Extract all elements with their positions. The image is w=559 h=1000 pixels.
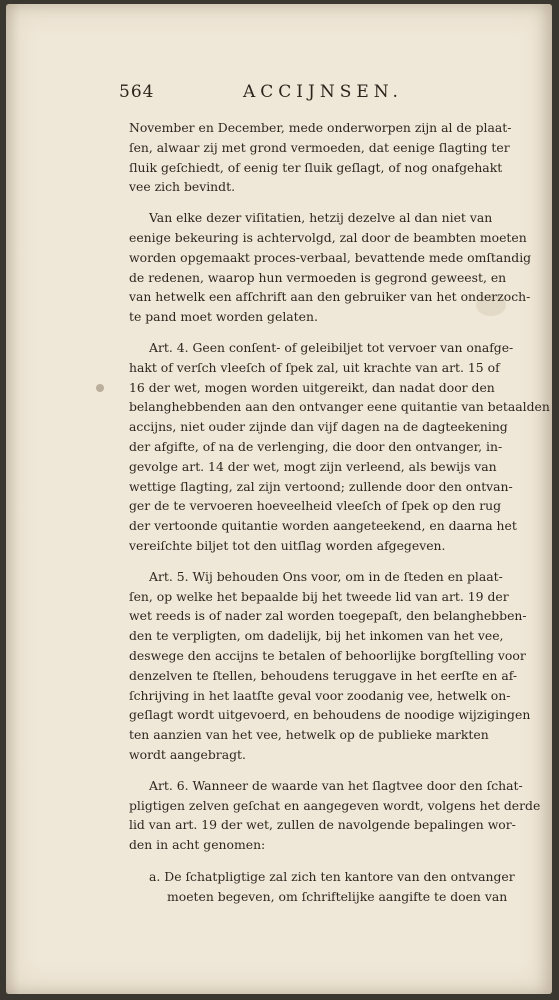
text-line: de redenen, waarop hun vermoeden is gegrond geweest, en [129, 269, 507, 285]
text-line: belanghebbenden aan den ontvanger eene quitantie van betaalden [129, 399, 550, 415]
running-title: ACCIJNSEN. [243, 82, 403, 102]
text-line: deswege den accijns te betalen of behoorlijke borgſtelling voor [129, 647, 526, 663]
text-line: wet reeds is of nader zal worden toegepaſt, den belanghebben- [129, 608, 527, 624]
text-line: van hetwelk een afſchrift aan den gebruiker van het onderzoch- [129, 289, 531, 305]
article-5 [129, 567, 531, 765]
text-line: der vertoonde quitantie worden aangeteekend, en daarna het [129, 518, 517, 534]
text-line: a. De ſchatpligtige zal zich ten kantore van den ontvanger [149, 868, 515, 884]
text-line: gevolge art. 14 der wet, mogt zijn verleend, als bewijs van [129, 458, 497, 474]
paragraph [129, 208, 532, 327]
text-line: pligtigen zelven geſchat en aangegeven wordt, volgens het derde [129, 797, 541, 813]
page-header [119, 82, 519, 108]
page-number: 564 [119, 82, 155, 102]
text-line: wordt aangebragt. [129, 746, 246, 762]
text-line: accijns, niet ouder zijnde dan vijf dagen na de dagteekening [129, 419, 508, 435]
text-line: lid van art. 19 der wet, zullen de navolgende bepalingen wor- [129, 817, 516, 833]
text-line: denzelven te ſtellen, behoudens teruggave in het eerſte en af- [129, 667, 518, 683]
text-line: Art. 6. Wanneer de waarde van het ſlagtvee door den ſchat- [149, 777, 523, 793]
paragraph [129, 118, 521, 197]
text-line: den te verpligten, om dadelijk, bij het inkomen van het vee, [129, 628, 504, 644]
paper-stain [96, 384, 104, 392]
text-line: worden opgemaakt proces-verbaal, bevattende mede omſtandig [129, 249, 532, 265]
text-line: Art. 5. Wij behouden Ons voor, om in de ſteden en plaat- [149, 568, 503, 584]
text-line: eenige bekeuring is achtervolgd, zal door de beambten moeten [129, 229, 527, 245]
text-line: der afgifte, of na de verlenging, die door den ontvanger, in- [129, 438, 503, 454]
list-item-a [129, 867, 521, 907]
text-line: moeten begeven, om ſchriftelijke aangifte te doen van [167, 888, 508, 904]
article-6 [129, 776, 541, 855]
text-line: te pand moet worden gelaten. [129, 309, 318, 325]
text-line: geſlagt wordt uitgevoerd, en behoudens de noodige wijzigingen [129, 707, 531, 723]
text-line: November en December, mede onderworpen zijn al de plaat- [129, 120, 512, 135]
text-line: vereiſchte biljet tot den uitſlag worden afgegeven. [129, 537, 446, 553]
text-line: 16 der wet, mogen worden uitgereikt, dan nadat door den [129, 379, 495, 395]
text-line: vee zich bevindt. [129, 179, 236, 195]
body-text [129, 118, 550, 906]
text-line: Art. 4. Geen conſent- of geleibiljet tot vervoer van onafge- [149, 339, 514, 355]
text-line: ſluik geſchiedt, of eenig ter ſluik geſlagt, of nog onafgehakt [129, 159, 503, 175]
text-line: den in acht genomen: [129, 837, 266, 853]
text-line: ten aanzien van het vee, hetwelk op de publieke markten [129, 727, 489, 743]
text-line: wettige ſlagting, zal zijn vertoond; zullende door den ontvan- [129, 478, 513, 494]
text-line: Van elke dezer viſitatien, hetzij dezelve al dan niet van [149, 210, 493, 226]
text-line: ſen, alwaar zij met grond vermoeden, dat eenige ſlagting ter [129, 139, 510, 155]
text-line: ſen, op welke het bepaalde bij het tweede lid van art. 19 der [129, 588, 509, 604]
text-line: hakt of verſch vleeſch of ſpek zal, uit krachte van art. 15 of [129, 359, 500, 375]
article-4 [129, 338, 550, 556]
text-line: ſchrijving in het laatſte geval voor zoodanig vee, hetwelk on- [129, 687, 511, 703]
text-line: ger de te vervoeren hoeveelheid vleeſch of ſpek op den rug [129, 498, 502, 514]
